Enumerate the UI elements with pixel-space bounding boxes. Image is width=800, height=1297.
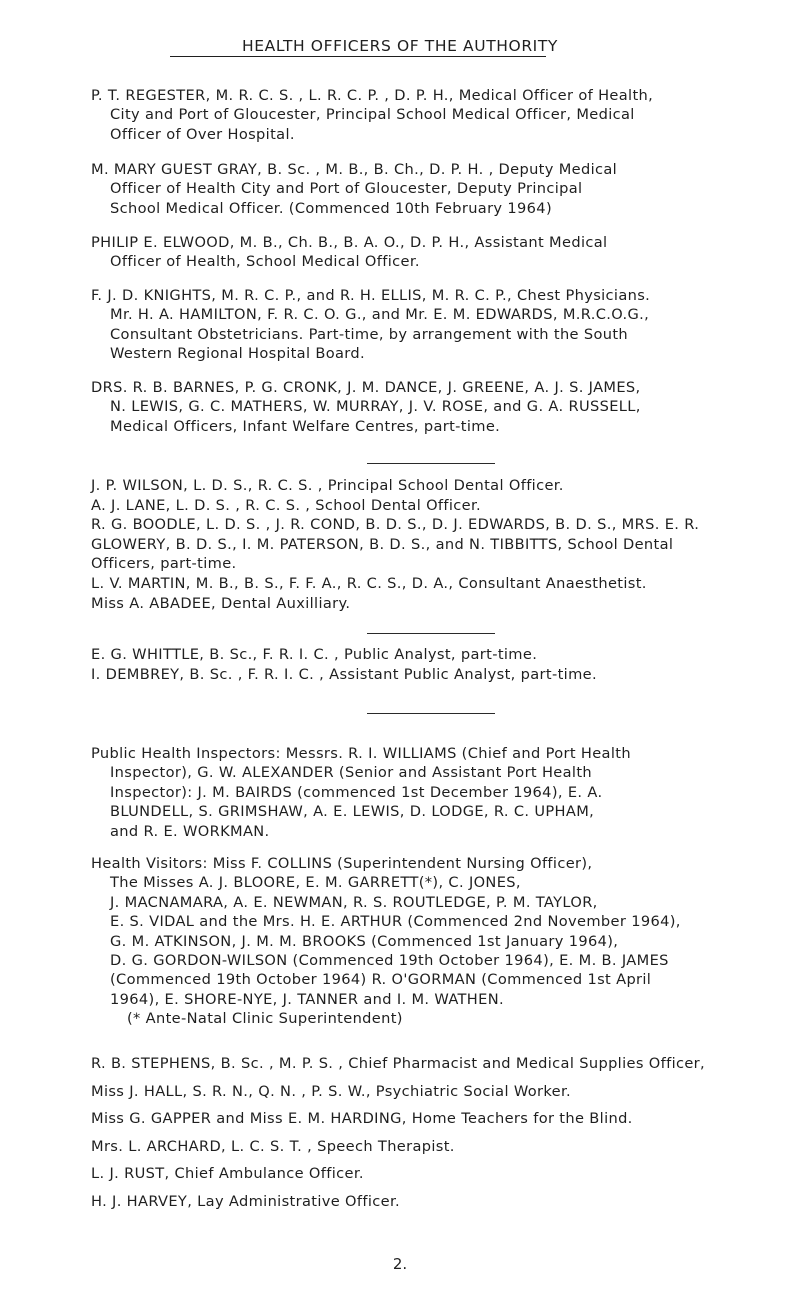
page-number: 2. — [392, 1255, 408, 1273]
other-officers-block — [91, 1050, 781, 1216]
entry-line: (* Ante-Natal Clinic Superintendent) — [127, 1010, 403, 1028]
dental-line: A. J. LANE, L. D. S. , R. C. S. , School Dental Officer. — [91, 496, 482, 514]
entry-line: School Medical Officer. (Commenced 10th February 1964) — [110, 199, 552, 217]
entry-line: E. S. VIDAL and the Mrs. H. E. ARTHUR (Commenced 2nd November 1964), — [110, 913, 681, 931]
officer-line: Miss J. HALL, S. R. N., Q. N. , P. S. W., Psychiatric Social Worker. — [91, 1082, 572, 1100]
dental-line: Officers, part-time. — [91, 555, 237, 573]
dental-line: R. G. BOODLE, L. D. S. , J. R. COND, B. D. S., D. J. EDWARDS, B. D. S., MRS. E. R. — [91, 516, 700, 534]
health-visitors — [91, 854, 771, 1029]
entry-line: and R. E. WORKMAN. — [110, 822, 270, 840]
entry-line: PHILIP E. ELWOOD, M. B., Ch. B., B. A. O., D. P. H., Assistant Medical — [91, 234, 608, 251]
public-health-inspectors — [91, 744, 771, 841]
title-underline — [170, 56, 546, 57]
entry-line: Western Regional Hospital Board. — [110, 345, 365, 363]
entry-line: 1964), E. SHORE-NYE, J. TANNER and I. M. WATHEN. — [110, 990, 504, 1008]
entry-line: Officer of Health City and Port of Gloucester, Deputy Principal — [110, 180, 583, 198]
dental-line: J. P. WILSON, L. D. S., R. C. S. , Principal School Dental Officer. — [91, 477, 564, 494]
section-divider — [367, 633, 495, 634]
dental-officers-block — [91, 476, 781, 613]
officer-line: H. J. HARVEY, Lay Administrative Officer. — [91, 1192, 400, 1210]
entry-line: D. G. GORDON-WILSON (Commenced 19th October 1964), E. M. B. JAMES — [110, 952, 669, 970]
page-title: HEALTH OFFICERS OF THE AUTHORITY — [242, 37, 558, 55]
officer-entry-regester — [91, 86, 771, 144]
entry-line: G. M. ATKINSON, J. M. M. BROOKS (Commenced 1st January 1964), — [110, 932, 619, 950]
entry-line: J. MACNAMARA, A. E. NEWMAN, R. S. ROUTLEDGE, P. M. TAYLOR, — [110, 893, 598, 911]
analyst-line: I. DEMBREY, B. Sc. , F. R. I. C. , Assistant Public Analyst, part-time. — [91, 665, 597, 683]
entry-line: The Misses A. J. BLOORE, E. M. GARRETT(*), C. JONES, — [110, 874, 521, 892]
entry-line: Consultant Obstetricians. Part-time, by arrangement with the South — [110, 325, 629, 343]
officer-entry-infant-welfare — [91, 378, 771, 436]
dental-line: L. V. MARTIN, M. B., B. S., F. F. A., R. C. S., D. A., Consultant Anaesthetist. — [91, 574, 647, 592]
entry-line: (Commenced 19th October 1964) R. O'GORMAN (Commenced 1st April — [110, 971, 652, 989]
entry-line: Health Visitors: Miss F. COLLINS (Superintendent Nursing Officer), — [91, 855, 593, 872]
officer-entry-gray — [91, 160, 771, 218]
dental-line: Miss A. ABADEE, Dental Auxilliary. — [91, 594, 351, 612]
section-divider — [367, 713, 495, 714]
entry-line: DRS. R. B. BARNES, P. G. CRONK, J. M. DANCE, J. GREENE, A. J. S. JAMES, — [91, 379, 641, 396]
officer-line: Mrs. L. ARCHARD, L. C. S. T. , Speech Therapist. — [91, 1137, 455, 1155]
officer-line: R. B. STEPHENS, B. Sc. , M. P. S. , Chief Pharmacist and Medical Supplies Officer, — [91, 1055, 706, 1072]
entry-line: Officer of Health, School Medical Officer. — [110, 253, 420, 271]
entry-line: P. T. REGESTER, M. R. C. S. , L. R. C. P. , D. P. H., Medical Officer of Health, — [91, 87, 654, 104]
officer-entry-elwood — [91, 233, 771, 272]
analyst-line: E. G. WHITTLE, B. Sc., F. R. I. C. , Public Analyst, part-time. — [91, 646, 538, 663]
entry-line: F. J. D. KNIGHTS, M. R. C. P., and R. H. ELLIS, M. R. C. P., Chest Physicians. — [91, 287, 651, 304]
officer-entry-chest-physicians — [91, 286, 771, 364]
entry-line: Medical Officers, Infant Welfare Centres, part-time. — [110, 417, 501, 435]
entry-line: Public Health Inspectors: Messrs. R. I. WILLIAMS (Chief and Port Health — [91, 745, 631, 762]
entry-line: N. LEWIS, G. C. MATHERS, W. MURRAY, J. V. ROSE, and G. A. RUSSELL, — [110, 398, 641, 416]
section-divider — [367, 463, 495, 464]
entry-line: Inspector), G. W. ALEXANDER (Senior and Assistant Port Health — [110, 764, 592, 782]
dental-line: GLOWERY, B. D. S., I. M. PATERSON, B. D. S., and N. TIBBITTS, School Dental — [91, 535, 674, 553]
officer-line: Miss G. GAPPER and Miss E. M. HARDING, Home Teachers for the Blind. — [91, 1110, 633, 1128]
entry-line: City and Port of Gloucester, Principal School Medical Officer, Medical — [110, 106, 635, 124]
entry-line: Inspector): J. M. BAIRDS (commenced 1st December 1964), E. A. — [110, 783, 603, 801]
public-analysts-block — [91, 645, 781, 684]
entry-line: Officer of Over Hospital. — [110, 125, 295, 143]
entry-line: Mr. H. A. HAMILTON, F. R. C. O. G., and Mr. E. M. EDWARDS, M.R.C.O.G., — [110, 306, 650, 324]
officer-line: L. J. RUST, Chief Ambulance Officer. — [91, 1165, 364, 1183]
entry-line: BLUNDELL, S. GRIMSHAW, A. E. LEWIS, D. LODGE, R. C. UPHAM, — [110, 803, 595, 821]
entry-line: M. MARY GUEST GRAY, B. Sc. , M. B., B. Ch., D. P. H. , Deputy Medical — [91, 161, 618, 178]
